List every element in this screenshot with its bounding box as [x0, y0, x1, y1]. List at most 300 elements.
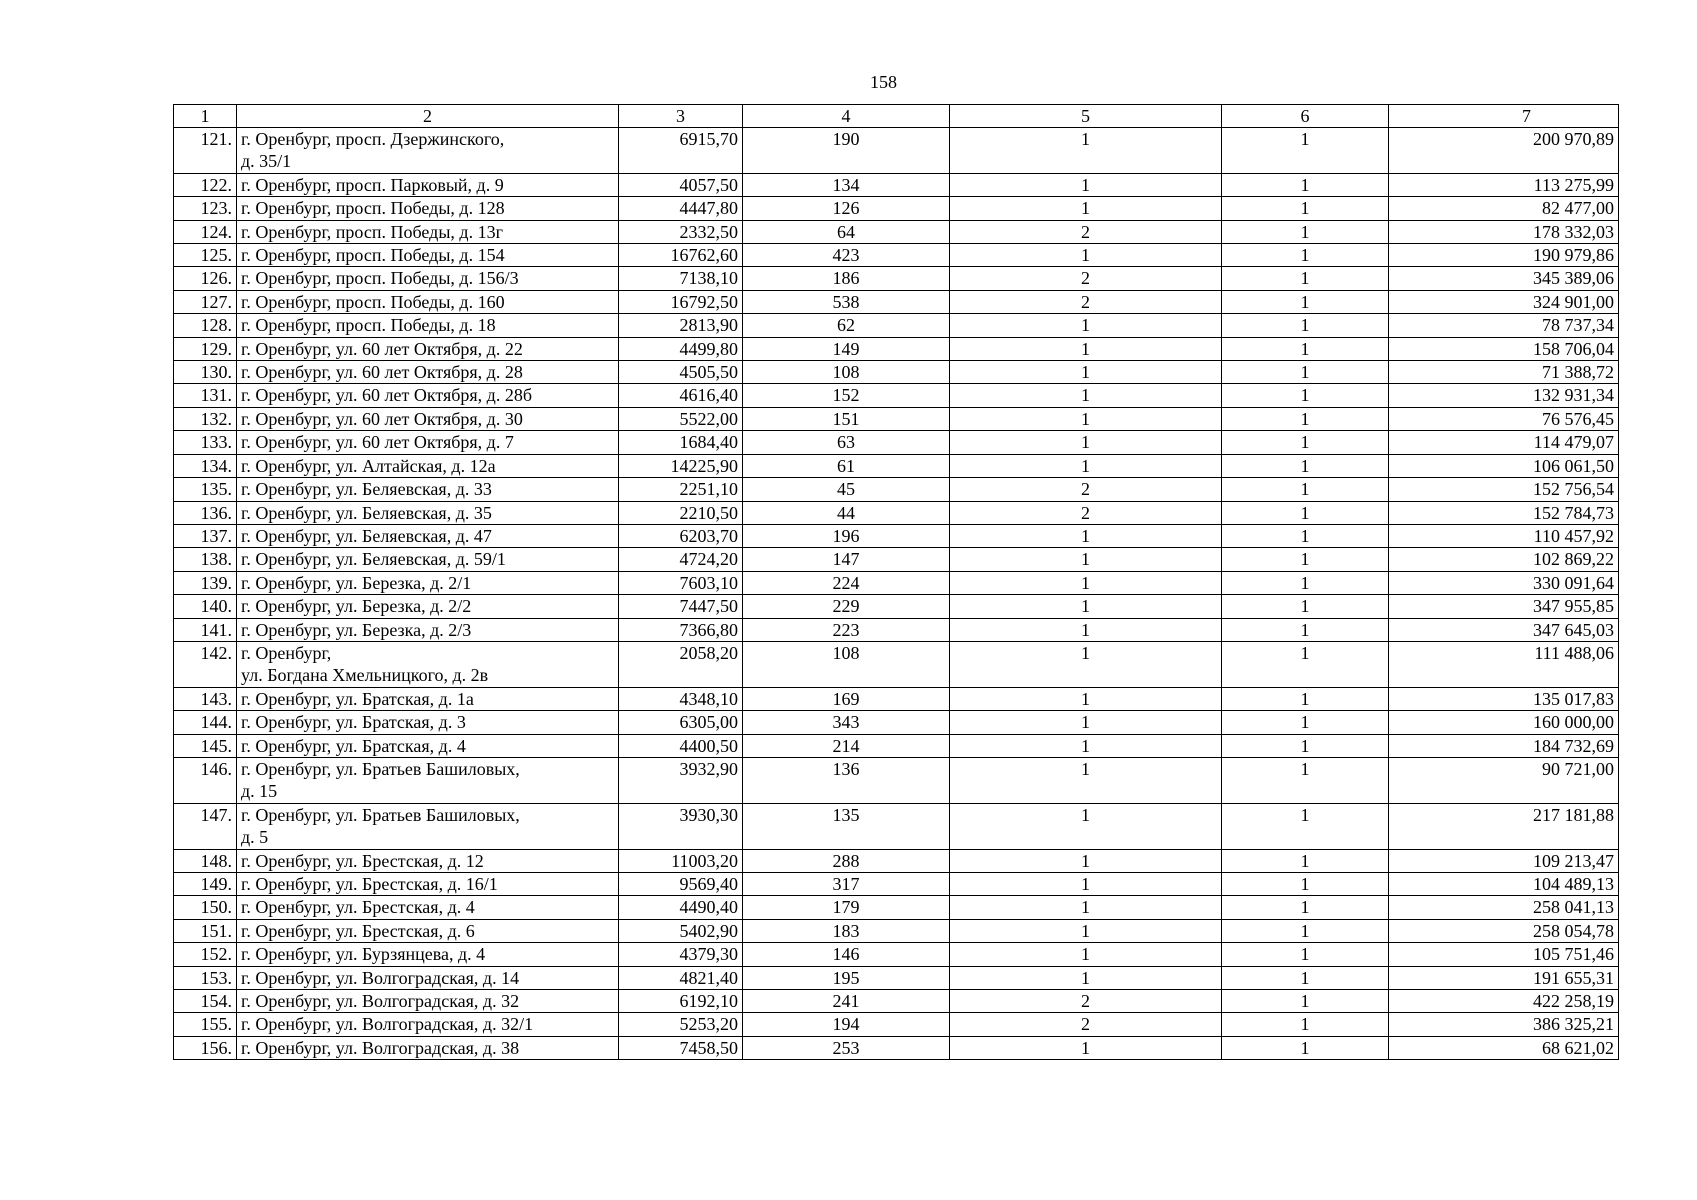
cell-area: 6305,00 [619, 711, 743, 734]
table-row [174, 641, 1619, 687]
address-line: г. Оренбург, ул. Березка, д. 2/3 [241, 619, 472, 640]
cell-row-number: 131. [174, 384, 237, 407]
cell-amount: 76 576,45 [1389, 407, 1619, 430]
cell-address [237, 431, 619, 454]
table-row [174, 431, 1619, 454]
cell-col-6-value: 1 [1222, 849, 1389, 872]
cell-address [237, 896, 619, 919]
cell-area: 3932,90 [619, 757, 743, 803]
cell-col-6-value: 1 [1222, 990, 1389, 1013]
cell-count: 317 [743, 873, 950, 896]
header-row [174, 105, 1619, 128]
cell-row-number: 147. [174, 803, 237, 849]
header-col-7: 7 [1389, 105, 1619, 128]
cell-area: 5522,00 [619, 407, 743, 430]
cell-area: 4490,40 [619, 896, 743, 919]
cell-row-number: 142. [174, 641, 237, 687]
address-line: г. Оренбург, просп. Победы, д. 13г [241, 221, 503, 242]
cell-amount: 386 325,21 [1389, 1013, 1619, 1036]
cell-col-6-value: 1 [1222, 431, 1389, 454]
cell-row-number: 145. [174, 734, 237, 757]
cell-col-6-value: 1 [1222, 220, 1389, 243]
cell-col-6-value: 1 [1222, 943, 1389, 966]
cell-area: 4057,50 [619, 173, 743, 196]
address-line: г. Оренбург, ул. Беляевская, д. 47 [241, 525, 492, 546]
cell-col-5-value: 1 [950, 173, 1222, 196]
cell-col-5-value: 1 [950, 595, 1222, 618]
cell-area: 9569,40 [619, 873, 743, 896]
cell-amount: 102 869,22 [1389, 548, 1619, 571]
cell-count: 196 [743, 524, 950, 547]
cell-row-number: 148. [174, 849, 237, 872]
cell-row-number: 132. [174, 407, 237, 430]
cell-address [237, 337, 619, 360]
cell-col-5-value: 1 [950, 734, 1222, 757]
cell-count: 169 [743, 687, 950, 710]
cell-col-5-value: 2 [950, 220, 1222, 243]
table-row [174, 618, 1619, 641]
cell-col-5-value: 1 [950, 896, 1222, 919]
cell-address [237, 220, 619, 243]
table-row [174, 524, 1619, 547]
cell-amount: 191 655,31 [1389, 966, 1619, 989]
address-line: г. Оренбург, ул. Беляевская, д. 35 [241, 502, 492, 523]
cell-count: 214 [743, 734, 950, 757]
cell-col-5-value: 1 [950, 244, 1222, 267]
cell-count: 152 [743, 384, 950, 407]
cell-col-6-value: 1 [1222, 337, 1389, 360]
cell-amount: 109 213,47 [1389, 849, 1619, 872]
address-line: г. Оренбург, ул. Брестская, д. 6 [241, 920, 475, 941]
cell-area: 6915,70 [619, 128, 743, 174]
cell-area: 2251,10 [619, 478, 743, 501]
cell-count: 63 [743, 431, 950, 454]
cell-amount: 113 275,99 [1389, 173, 1619, 196]
address-line: г. Оренбург, ул. Беляевская, д. 59/1 [241, 549, 506, 570]
cell-address [237, 757, 619, 803]
cell-count: 183 [743, 919, 950, 942]
cell-col-5-value: 1 [950, 966, 1222, 989]
cell-col-5-value: 1 [950, 524, 1222, 547]
cell-count: 288 [743, 849, 950, 872]
cell-area: 2058,20 [619, 641, 743, 687]
cell-count: 45 [743, 478, 950, 501]
cell-amount: 345 389,06 [1389, 267, 1619, 290]
address-line: г. Оренбург, просп. Парковый, д. 9 [241, 174, 504, 195]
cell-row-number: 124. [174, 220, 237, 243]
cell-col-6-value: 1 [1222, 919, 1389, 942]
cell-count: 64 [743, 220, 950, 243]
cell-area: 4505,50 [619, 361, 743, 384]
cell-col-5-value: 1 [950, 361, 1222, 384]
cell-row-number: 130. [174, 361, 237, 384]
cell-area: 5402,90 [619, 919, 743, 942]
cell-col-5-value: 1 [950, 803, 1222, 849]
cell-col-5-value: 2 [950, 990, 1222, 1013]
cell-address [237, 314, 619, 337]
cell-area: 4379,30 [619, 943, 743, 966]
address-line: г. Оренбург, [241, 642, 332, 663]
cell-address [237, 454, 619, 477]
cell-address [237, 267, 619, 290]
address-line: ул. Богдана Хмельницкого, д. 2в [241, 665, 489, 686]
cell-amount: 258 041,13 [1389, 896, 1619, 919]
cell-col-5-value: 1 [950, 407, 1222, 430]
cell-amount: 178 332,03 [1389, 220, 1619, 243]
cell-address [237, 361, 619, 384]
cell-area: 7138,10 [619, 267, 743, 290]
cell-col-5-value: 1 [950, 197, 1222, 220]
cell-col-5-value: 1 [950, 943, 1222, 966]
cell-row-number: 146. [174, 757, 237, 803]
table-row [174, 873, 1619, 896]
header-col-1: 1 [174, 105, 237, 128]
address-line: г. Оренбург, ул. Алтайская, д. 12а [241, 455, 496, 476]
table-row [174, 244, 1619, 267]
cell-col-6-value: 1 [1222, 687, 1389, 710]
cell-col-6-value: 1 [1222, 966, 1389, 989]
cell-col-5-value: 1 [950, 314, 1222, 337]
cell-row-number: 121. [174, 128, 237, 174]
address-line: д. 35/1 [241, 151, 292, 172]
address-line: г. Оренбург, ул. Братьев Башиловых, [241, 758, 520, 779]
address-line: г. Оренбург, просп. Победы, д. 154 [241, 245, 505, 266]
address-line: г. Оренбург, ул. Братская, д. 4 [241, 735, 466, 756]
table-row [174, 290, 1619, 313]
cell-address [237, 1036, 619, 1059]
address-line: г. Оренбург, ул. Бурзянцева, д. 4 [241, 944, 486, 965]
cell-amount: 258 054,78 [1389, 919, 1619, 942]
table-row [174, 454, 1619, 477]
cell-address [237, 687, 619, 710]
cell-col-5-value: 1 [950, 384, 1222, 407]
cell-col-5-value: 1 [950, 128, 1222, 174]
table-row [174, 267, 1619, 290]
cell-address [237, 803, 619, 849]
cell-col-6-value: 1 [1222, 873, 1389, 896]
cell-col-5-value: 1 [950, 571, 1222, 594]
cell-count: 62 [743, 314, 950, 337]
cell-amount: 135 017,83 [1389, 687, 1619, 710]
cell-count: 223 [743, 618, 950, 641]
cell-amount: 132 931,34 [1389, 384, 1619, 407]
cell-col-5-value: 1 [950, 641, 1222, 687]
address-line: д. 15 [241, 781, 278, 802]
cell-col-5-value: 1 [950, 849, 1222, 872]
cell-amount: 105 751,46 [1389, 943, 1619, 966]
cell-address [237, 873, 619, 896]
cell-col-6-value: 1 [1222, 618, 1389, 641]
cell-row-number: 134. [174, 454, 237, 477]
cell-address [237, 407, 619, 430]
cell-address [237, 618, 619, 641]
cell-col-5-value: 1 [950, 873, 1222, 896]
cell-address [237, 128, 619, 174]
cell-row-number: 122. [174, 173, 237, 196]
cell-address [237, 1013, 619, 1036]
cell-count: 224 [743, 571, 950, 594]
cell-col-5-value: 1 [950, 337, 1222, 360]
table-row [174, 943, 1619, 966]
cell-col-6-value: 1 [1222, 197, 1389, 220]
cell-count: 108 [743, 361, 950, 384]
cell-row-number: 151. [174, 919, 237, 942]
cell-area: 7366,80 [619, 618, 743, 641]
cell-amount: 184 732,69 [1389, 734, 1619, 757]
cell-count: 179 [743, 896, 950, 919]
cell-count: 229 [743, 595, 950, 618]
header-col-3: 3 [619, 105, 743, 128]
address-line: г. Оренбург, просп. Победы, д. 156/3 [241, 268, 519, 289]
cell-col-6-value: 1 [1222, 407, 1389, 430]
table-row [174, 478, 1619, 501]
cell-address [237, 571, 619, 594]
cell-amount: 71 388,72 [1389, 361, 1619, 384]
cell-col-5-value: 1 [950, 757, 1222, 803]
address-line: г. Оренбург, ул. Братская, д. 3 [241, 712, 466, 733]
table-row [174, 711, 1619, 734]
table-row [174, 803, 1619, 849]
cell-col-6-value: 1 [1222, 267, 1389, 290]
cell-count: 194 [743, 1013, 950, 1036]
cell-col-6-value: 1 [1222, 734, 1389, 757]
cell-row-number: 128. [174, 314, 237, 337]
cell-address [237, 919, 619, 942]
cell-col-5-value: 2 [950, 290, 1222, 313]
cell-area: 4348,10 [619, 687, 743, 710]
cell-area: 4499,80 [619, 337, 743, 360]
cell-col-6-value: 1 [1222, 244, 1389, 267]
table-row [174, 687, 1619, 710]
cell-address [237, 734, 619, 757]
cell-amount: 217 181,88 [1389, 803, 1619, 849]
cell-count: 108 [743, 641, 950, 687]
cell-count: 190 [743, 128, 950, 174]
cell-count: 253 [743, 1036, 950, 1059]
table-row [174, 734, 1619, 757]
cell-amount: 200 970,89 [1389, 128, 1619, 174]
cell-area: 4724,20 [619, 548, 743, 571]
address-line: г. Оренбург, ул. Волгоградская, д. 32 [241, 991, 520, 1012]
cell-row-number: 152. [174, 943, 237, 966]
table-row [174, 384, 1619, 407]
cell-count: 423 [743, 244, 950, 267]
address-line: г. Оренбург, ул. Волгоградская, д. 32/1 [241, 1014, 534, 1035]
table-row [174, 548, 1619, 571]
address-line: г. Оренбург, ул. 60 лет Октября, д. 7 [241, 432, 514, 453]
address-line: г. Оренбург, ул. Волгоградская, д. 38 [241, 1037, 520, 1058]
table-row [174, 407, 1619, 430]
cell-row-number: 141. [174, 618, 237, 641]
cell-row-number: 143. [174, 687, 237, 710]
cell-row-number: 126. [174, 267, 237, 290]
cell-col-6-value: 1 [1222, 711, 1389, 734]
cell-area: 1684,40 [619, 431, 743, 454]
cell-col-5-value: 1 [950, 431, 1222, 454]
address-line: г. Оренбург, просп. Победы, д. 18 [241, 315, 496, 336]
header-col-2: 2 [237, 105, 619, 128]
cell-address [237, 197, 619, 220]
cell-address [237, 290, 619, 313]
cell-col-6-value: 1 [1222, 290, 1389, 313]
cell-col-5-value: 1 [950, 454, 1222, 477]
cell-row-number: 149. [174, 873, 237, 896]
cell-area: 2210,50 [619, 501, 743, 524]
cell-address [237, 849, 619, 872]
cell-address [237, 711, 619, 734]
cell-area: 5253,20 [619, 1013, 743, 1036]
cell-amount: 152 784,73 [1389, 501, 1619, 524]
cell-count: 151 [743, 407, 950, 430]
cell-area: 14225,90 [619, 454, 743, 477]
cell-amount: 114 479,07 [1389, 431, 1619, 454]
cell-amount: 422 258,19 [1389, 990, 1619, 1013]
cell-col-6-value: 1 [1222, 803, 1389, 849]
cell-col-6-value: 1 [1222, 314, 1389, 337]
cell-area: 6203,70 [619, 524, 743, 547]
cell-amount: 324 901,00 [1389, 290, 1619, 313]
address-line: г. Оренбург, просп. Победы, д. 160 [241, 291, 505, 312]
cell-address [237, 641, 619, 687]
cell-address [237, 943, 619, 966]
cell-count: 135 [743, 803, 950, 849]
cell-amount: 68 621,02 [1389, 1036, 1619, 1059]
table-row [174, 173, 1619, 196]
address-line: г. Оренбург, ул. Брестская, д. 12 [241, 850, 484, 871]
cell-amount: 152 756,54 [1389, 478, 1619, 501]
cell-count: 538 [743, 290, 950, 313]
address-line: г. Оренбург, ул. Братская, д. 1а [241, 688, 474, 709]
cell-area: 4616,40 [619, 384, 743, 407]
cell-address [237, 244, 619, 267]
cell-area: 7603,10 [619, 571, 743, 594]
cell-address [237, 595, 619, 618]
address-line: г. Оренбург, ул. 60 лет Октября, д. 22 [241, 338, 523, 359]
table-row [174, 314, 1619, 337]
cell-row-number: 156. [174, 1036, 237, 1059]
cell-col-6-value: 1 [1222, 524, 1389, 547]
cell-amount: 90 721,00 [1389, 757, 1619, 803]
cell-amount: 110 457,92 [1389, 524, 1619, 547]
table-row [174, 966, 1619, 989]
cell-col-6-value: 1 [1222, 478, 1389, 501]
cell-col-6-value: 1 [1222, 896, 1389, 919]
table-row [174, 337, 1619, 360]
table-row [174, 1013, 1619, 1036]
cell-col-6-value: 1 [1222, 173, 1389, 196]
cell-area: 4400,50 [619, 734, 743, 757]
cell-col-6-value: 1 [1222, 361, 1389, 384]
address-line: г. Оренбург, просп. Победы, д. 128 [241, 198, 505, 219]
cell-row-number: 155. [174, 1013, 237, 1036]
cell-amount: 158 706,04 [1389, 337, 1619, 360]
cell-col-6-value: 1 [1222, 454, 1389, 477]
cell-count: 195 [743, 966, 950, 989]
table-body [174, 128, 1619, 1060]
cell-row-number: 137. [174, 524, 237, 547]
cell-col-5-value: 2 [950, 1013, 1222, 1036]
cell-row-number: 138. [174, 548, 237, 571]
cell-count: 149 [743, 337, 950, 360]
cell-amount: 347 645,03 [1389, 618, 1619, 641]
table-row [174, 595, 1619, 618]
cell-area: 16762,60 [619, 244, 743, 267]
cell-col-6-value: 1 [1222, 548, 1389, 571]
address-line: г. Оренбург, ул. Беляевская, д. 33 [241, 479, 492, 500]
registry-table [173, 104, 1619, 1060]
address-line: г. Оренбург, просп. Дзержинского, [241, 129, 505, 149]
cell-area: 2332,50 [619, 220, 743, 243]
cell-col-5-value: 2 [950, 478, 1222, 501]
header-col-5: 5 [950, 105, 1222, 128]
address-line: г. Оренбург, ул. Брестская, д. 16/1 [241, 874, 498, 894]
cell-address [237, 524, 619, 547]
cell-count: 126 [743, 197, 950, 220]
cell-address [237, 384, 619, 407]
header-col-4: 4 [743, 105, 950, 128]
cell-row-number: 139. [174, 571, 237, 594]
cell-amount: 330 091,64 [1389, 571, 1619, 594]
cell-area: 7447,50 [619, 595, 743, 618]
cell-count: 186 [743, 267, 950, 290]
cell-amount: 111 488,06 [1389, 641, 1619, 687]
table-header [174, 105, 1619, 128]
cell-row-number: 136. [174, 501, 237, 524]
cell-amount: 78 737,34 [1389, 314, 1619, 337]
address-line: г. Оренбург, ул. 60 лет Октября, д. 28б [241, 385, 532, 406]
cell-col-5-value: 1 [950, 618, 1222, 641]
cell-count: 147 [743, 548, 950, 571]
cell-address [237, 966, 619, 989]
cell-row-number: 140. [174, 595, 237, 618]
table-row [174, 757, 1619, 803]
cell-col-5-value: 1 [950, 1036, 1222, 1059]
address-line: г. Оренбург, ул. 60 лет Октября, д. 30 [241, 408, 523, 429]
cell-col-6-value: 1 [1222, 384, 1389, 407]
cell-count: 343 [743, 711, 950, 734]
cell-col-5-value: 1 [950, 687, 1222, 710]
address-line: г. Оренбург, ул. 60 лет Октября, д. 28 [241, 362, 523, 383]
cell-count: 146 [743, 943, 950, 966]
cell-address [237, 990, 619, 1013]
cell-address [237, 173, 619, 196]
cell-area: 7458,50 [619, 1036, 743, 1059]
cell-row-number: 125. [174, 244, 237, 267]
cell-address [237, 501, 619, 524]
cell-row-number: 127. [174, 290, 237, 313]
header-col-6: 6 [1222, 105, 1389, 128]
cell-count: 61 [743, 454, 950, 477]
cell-amount: 104 489,13 [1389, 873, 1619, 896]
table-row [174, 849, 1619, 872]
cell-col-5-value: 2 [950, 501, 1222, 524]
cell-area: 16792,50 [619, 290, 743, 313]
cell-amount: 347 955,85 [1389, 595, 1619, 618]
cell-count: 44 [743, 501, 950, 524]
address-line: г. Оренбург, ул. Березка, д. 2/1 [241, 572, 472, 593]
cell-row-number: 144. [174, 711, 237, 734]
cell-area: 4821,40 [619, 966, 743, 989]
cell-col-6-value: 1 [1222, 641, 1389, 687]
address-line: г. Оренбург, ул. Березка, д. 2/2 [241, 596, 472, 617]
cell-amount: 106 061,50 [1389, 454, 1619, 477]
table-row [174, 571, 1619, 594]
cell-row-number: 129. [174, 337, 237, 360]
cell-count: 241 [743, 990, 950, 1013]
cell-col-5-value: 1 [950, 548, 1222, 571]
cell-amount: 82 477,00 [1389, 197, 1619, 220]
cell-address [237, 548, 619, 571]
